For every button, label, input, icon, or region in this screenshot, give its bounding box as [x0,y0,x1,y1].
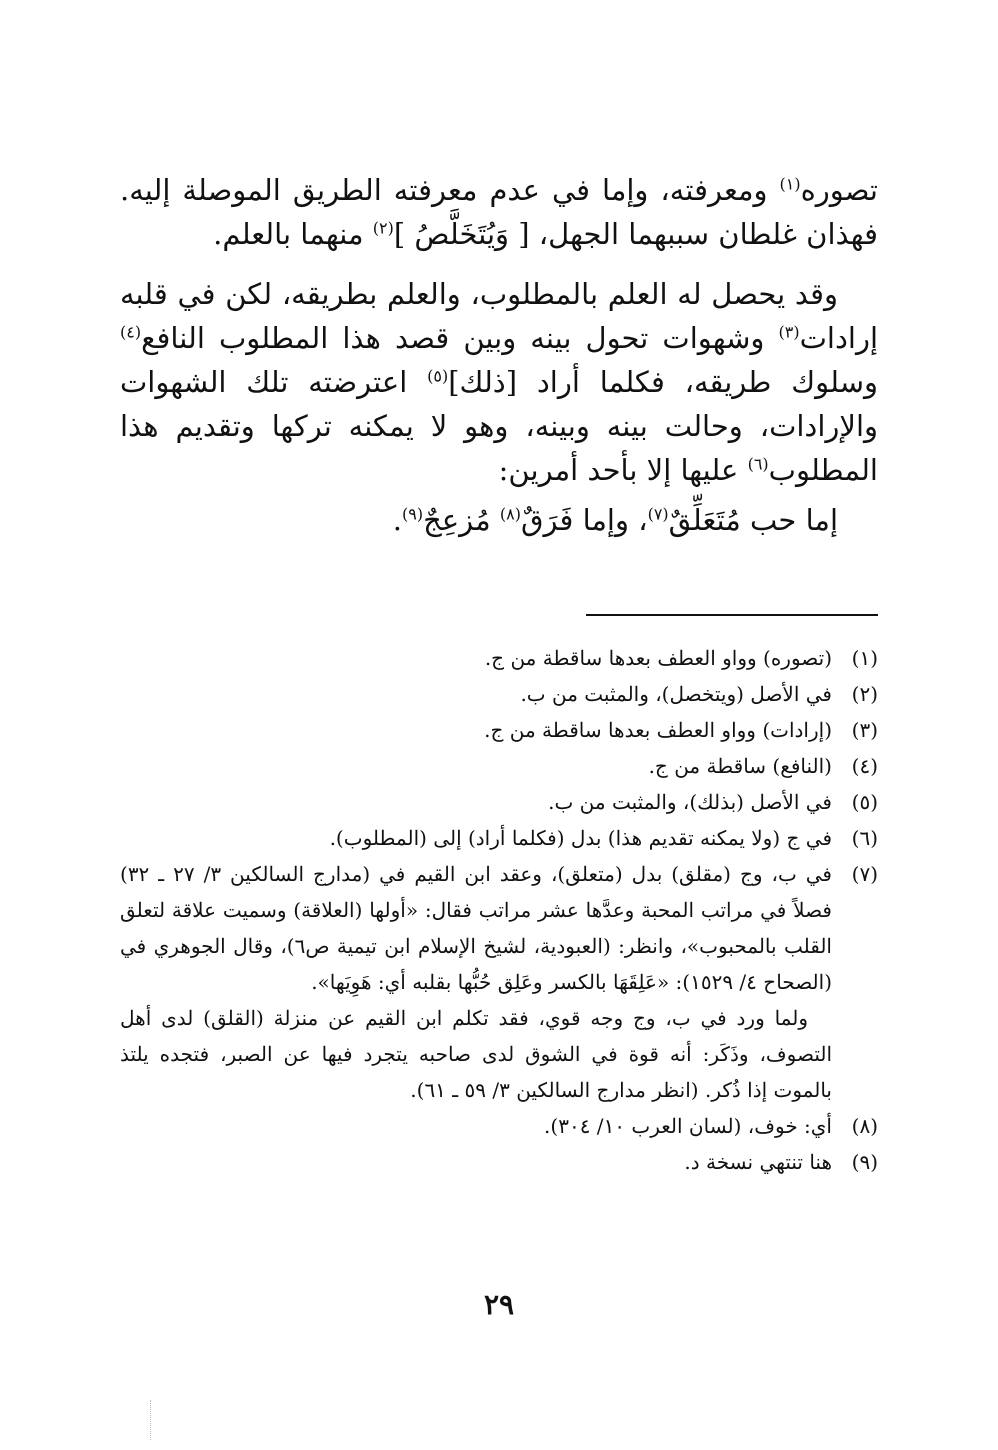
footnote-2 [120,676,878,712]
footnote-5 [120,784,878,820]
footnote-1 [120,640,878,676]
footnotes [120,640,878,1180]
footnote-ref-4[interactable]: (٤) [120,322,142,342]
text-run: ، وإما فَرَقٌ [520,503,648,537]
footnote-text: في الأصل (ويتخصل)، والمثبت من ب. [520,682,832,706]
footnote-4 [120,748,878,784]
footnote-number: (٢) [851,682,878,706]
footnote-separator [586,614,878,616]
footnote-ref-3[interactable]: (٣) [778,322,800,342]
footnote-text: هنا تنتهي نسخة د. [684,1150,832,1174]
scan-artifact [150,1400,153,1440]
text-run: مُزعِجٌ [423,503,500,537]
text-run: تصوره [800,173,878,207]
footnote-ref-8[interactable]: (٨) [499,504,521,524]
footnote-text: في ج (ولا يمكنه تقديم هذا) بدل (فكلما أراد) إلى (المطلوب). [329,826,832,850]
footnote-number: (٩) [851,1150,878,1174]
footnote-number: (٤) [851,754,878,778]
text-run: وقد يحصل له العلم بالمطلوب، والعلم بطريقه، لكن في قلبه إرادات [120,277,878,355]
footnote-ref-5[interactable]: (٥) [427,366,449,386]
footnote-number: (٣) [851,718,878,742]
text-run: ومعرفته، وإما في عدم معرفته الطريق الموصلة إليه. فهذان غلطان سببهما الجهل، [ وَيُتَخَلَّصُ ] [120,173,878,251]
footnote-ref-9[interactable]: (٩) [402,504,424,524]
page-number: ٢٩ [483,1288,515,1321]
text-run: وشهوات تحول بينه وبين قصد هذا المطلوب النافع [141,321,779,355]
footnote-ref-7[interactable]: (٧) [647,504,669,524]
footnote-text: (النافع) ساقطة من ج. [648,754,832,778]
footnote-ref-6[interactable]: (٦) [747,454,769,474]
paragraph-3 [120,498,838,542]
footnote-7-continuation: ولما ورد في ب، وج وجه قوي، فقد تكلم ابن القيم عن منزلة (القلق) لدى أهل التصوف، وذَكَر: أنه قوة في الشوق لدى صاحبه يتجرد فيها عن الصبر، فتجده يلتذ بالموت إذا ذُكر. (انظر مدارج السالكين ٣/ ٥٩ ـ ٦١). [120,1006,832,1102]
footnote-number: (٦) [851,826,878,850]
paragraph-1 [120,168,878,256]
footnote-8 [120,1108,878,1144]
footnote-text: في ب، وج (مقلق) بدل (متعلق)، وعقد ابن القيم في (مدارج السالكين ٣/ ٢٧ ـ ٣٢) فصلاً في مراتب المحبة وعدَّها عشر مراتب فقال: «أولها (العلاقة) وسميت علاقة لتعلق القلب بالمحبوب»، وانظر: (العبودية، لشيخ الإسلام ابن تيمية ص٦)، وقال الجوهري في (الصحاح ٤/ ١٥٢٩): «عَلِقَهَا بالكسر وعَلِق حُبُّها بقلبه أي: هَوِيَها». [120,862,832,994]
footnote-text: (تصوره) وواو العطف بعدها ساقطة من ج. [484,646,832,670]
footnote-7 [120,856,878,1000]
text-run: عليها إلا بأحد أمرين: [498,453,748,487]
footnote-ref-1[interactable]: (١) [779,174,801,194]
footnote-3 [120,712,878,748]
footnote-number: (٨) [851,1114,878,1138]
footnote-text: أي: خوف، (لسان العرب ١٠/ ٣٠٤). [544,1114,832,1138]
text-run: منهما بالعلم. [213,217,373,251]
footnote-text: في الأصل (بذلك)، والمثبت من ب. [548,790,832,814]
footnote-number: (٥) [851,790,878,814]
paragraph-2 [120,272,878,492]
footnote-text: (إرادات) وواو العطف بعدها ساقطة من ج. [484,718,832,742]
text-run: إما حب مُتَعَلِّقٌ [668,503,838,537]
footnote-ref-2[interactable]: (٢) [372,218,394,238]
footnote-number: (٧) [851,862,878,886]
text-run: وسلوك طريقه، فكلما أراد [ذلك] [448,365,878,399]
footnote-9 [120,1144,878,1180]
text-run: . [392,503,403,537]
footnote-6 [120,820,878,856]
text-run: اعترضته تلك الشهوات والإرادات، وحالت بينه وبينه، وهو لا يمكنه تركها وتقديم هذا المطلوب [120,365,878,487]
main-text [120,168,878,542]
footnote-number: (١) [851,646,878,670]
